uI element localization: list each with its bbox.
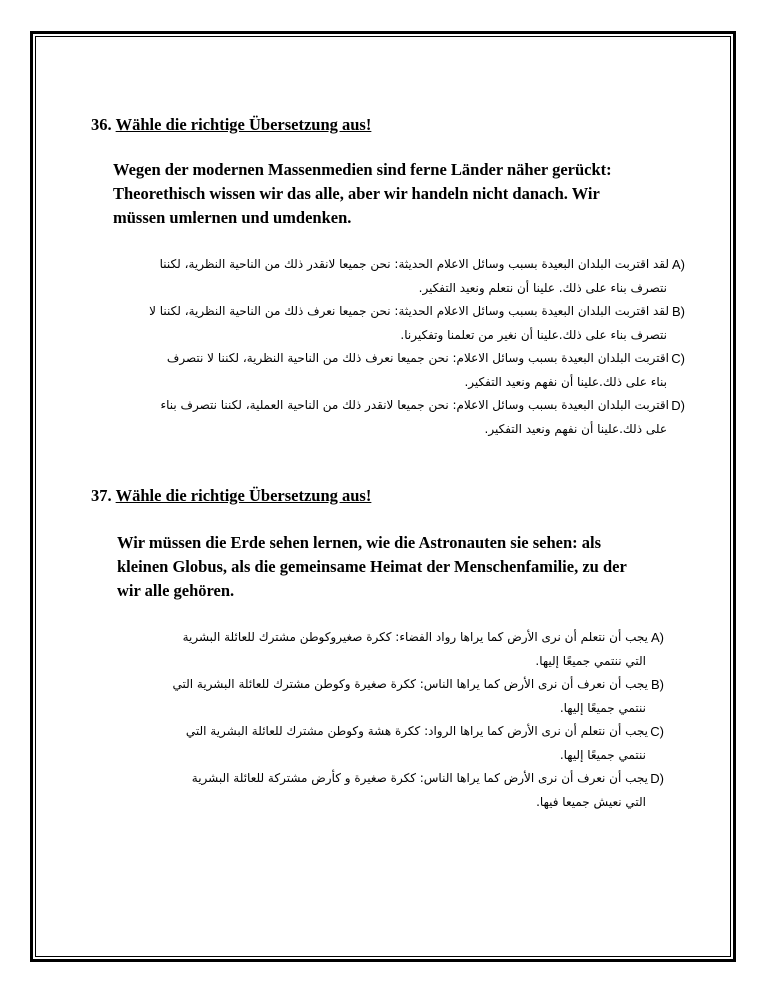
passage-line: kleinen Globus, als die gemeinsame Heimat der Menschenfamilie, zu der bbox=[117, 557, 627, 576]
question-36-options bbox=[80, 253, 685, 441]
question-37-instruction: Wähle die richtige Übersetzung aus! bbox=[115, 486, 372, 505]
question-37-title bbox=[91, 486, 371, 506]
option-text: التي نعيش جميعا فيها. bbox=[536, 794, 646, 809]
option-text: يجب أن نعرف أن نرى الأرض كما يراها الناس: ككرة صغيرة و كأرض مشتركة للعائلة البشرية bbox=[191, 771, 648, 785]
option-text: ننتمي جميعًا إليها. bbox=[559, 747, 646, 762]
option-text: يجب أن نعرف أن نرى الأرض كما يراها الناس: ككرة صغيرة وكوطن مشترك للعائلة البشرية التي bbox=[172, 677, 648, 691]
option-letter: B) bbox=[651, 677, 664, 692]
option-letter: A) bbox=[651, 630, 664, 645]
option-text: اقتربت البلدان البعيدة بسبب وسائل الاعلام: نحن جميعا لانقدر ذلك من الناحية العملية، لكننا نتصرف بناء bbox=[160, 398, 669, 412]
option-text: يجب أن نتعلم أن نرى الأرض كما يراها رواد الفضاء: ككرة صغيروكوطن مشترك للعائلة البشرية bbox=[182, 630, 648, 644]
passage-line: wir alle gehören. bbox=[117, 581, 235, 600]
option-a[interactable] bbox=[100, 626, 664, 673]
option-letter: C) bbox=[671, 351, 685, 366]
option-d[interactable] bbox=[100, 767, 664, 814]
option-letter: D) bbox=[671, 398, 685, 413]
option-text: اقتربت البلدان البعيدة بسبب وسائل الاعلام: نحن جميعا نعرف ذلك من الناحية النظرية، لكننا لا نتصرف bbox=[166, 351, 669, 365]
question-36-title bbox=[91, 115, 371, 135]
passage-line: Wir müssen die Erde sehen lernen, wie die Astronauten sie sehen: als bbox=[117, 533, 602, 552]
option-c[interactable] bbox=[100, 720, 664, 767]
option-text: لقد اقتربت البلدان البعيدة بسبب وسائل الاعلام الحديثة: نحن جميعا نعرف ذلك من الناحية النظرية، لكننا لا bbox=[149, 304, 669, 318]
option-d[interactable] bbox=[80, 394, 685, 441]
question-37-options bbox=[100, 626, 664, 814]
question-37-passage bbox=[117, 531, 677, 603]
passage-line: Wegen der modernen Massenmedien sind ferne Länder näher gerückt: bbox=[113, 160, 612, 179]
option-text: يجب أن نتعلم أن نرى الأرض كما يراها الرواد: ككرة هشة وكوطن مشترك للعائلة البشرية التي bbox=[185, 724, 648, 738]
question-36-instruction: Wähle die richtige Übersetzung aus! bbox=[115, 115, 372, 134]
option-c[interactable] bbox=[80, 347, 685, 394]
option-letter: D) bbox=[650, 771, 664, 786]
option-b[interactable] bbox=[80, 300, 685, 347]
passage-line: müssen umlernen und umdenken. bbox=[113, 208, 352, 227]
option-text: نتصرف بناء على ذلك.علينا أن نغير من تعلمنا وتفكيرنا. bbox=[400, 327, 667, 342]
option-text: التي ننتمي جميعًا إليها. bbox=[535, 653, 646, 668]
option-letter: C) bbox=[650, 724, 664, 739]
question-37-number: 37. bbox=[91, 486, 112, 505]
option-letter: A) bbox=[672, 257, 685, 272]
passage-line: Theorethisch wissen wir das alle, aber wir handeln nicht danach. Wir bbox=[113, 184, 600, 203]
option-text: نتصرف بناء على ذلك. علينا أن نتعلم ونعيد التفكير. bbox=[418, 280, 667, 295]
question-36-passage bbox=[113, 158, 673, 230]
option-letter: B) bbox=[672, 304, 685, 319]
option-text: بناء على ذلك.علينا أن نفهم ونعيد التفكير. bbox=[464, 374, 667, 389]
option-text: ننتمي جميعًا إليها. bbox=[559, 700, 646, 715]
question-36-number: 36. bbox=[91, 115, 112, 134]
option-text: على ذلك.علينا أن نفهم ونعيد التفكير. bbox=[484, 421, 667, 436]
option-text: لقد اقتربت البلدان البعيدة بسبب وسائل الاعلام الحديثة: نحن جميعا لانقدر ذلك من الناحية النظرية، لكننا bbox=[159, 257, 669, 271]
option-a[interactable] bbox=[80, 253, 685, 300]
option-b[interactable] bbox=[100, 673, 664, 720]
